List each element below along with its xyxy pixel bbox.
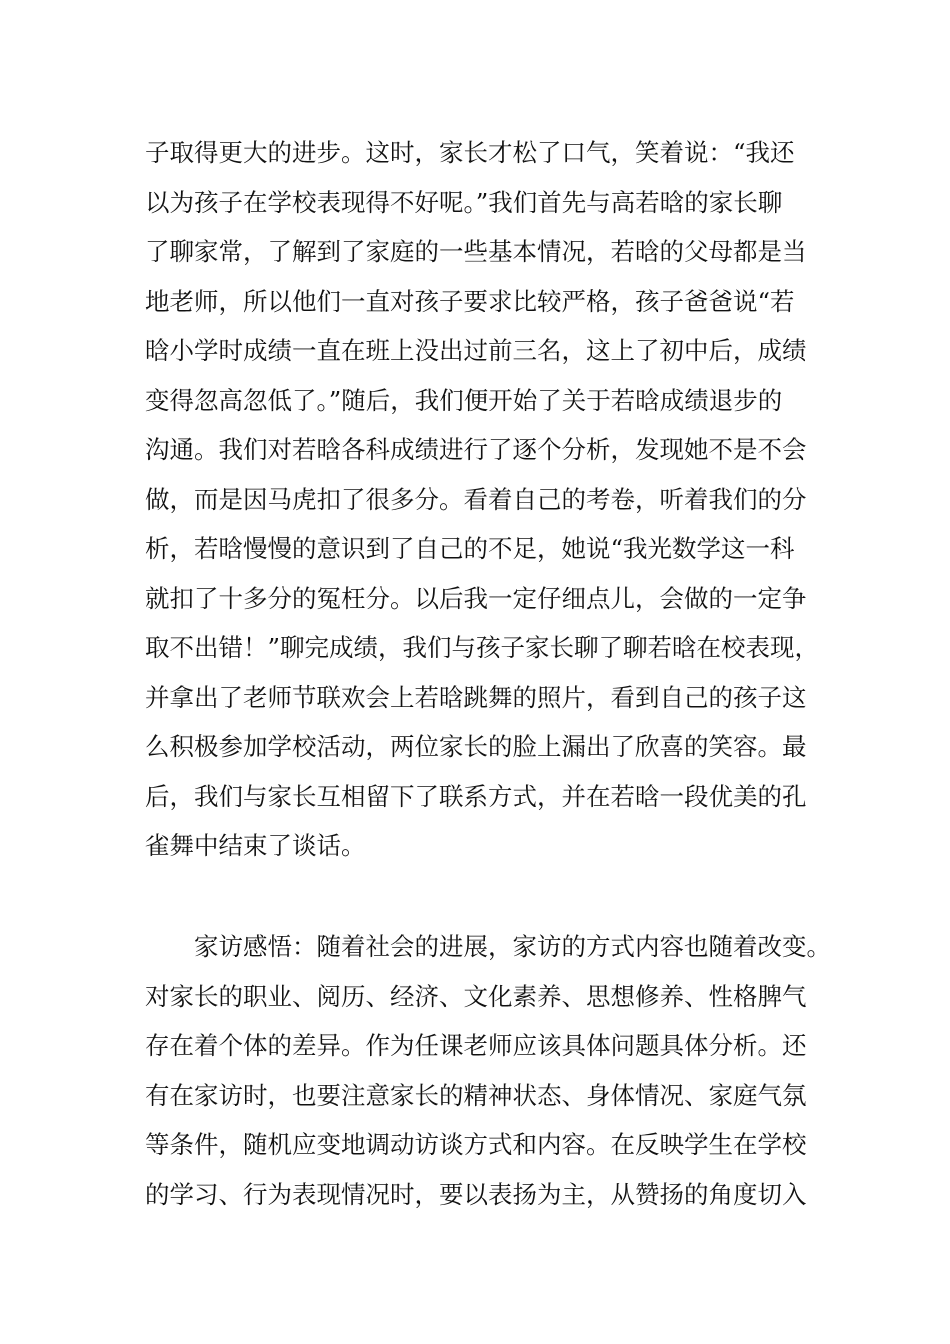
text-line: 析，若晗慢慢的意识到了自己的不足，她说“我光数学这一科	[145, 534, 795, 563]
paragraph-home-visit-account	[145, 128, 825, 871]
text-line: 后，我们与家长互相留下了联系方式，并在若晗一段优美的孔	[145, 781, 807, 811]
text-line: 子取得更大的进步。这时，家长才松了口气，笑着说：“我还	[145, 138, 795, 167]
text-line: 做，而是因马虎扣了很多分。看着自己的考卷，听着我们的分	[145, 484, 807, 514]
text-line: 变得忽高忽低了。”随后，我们便开始了关于若晗成绩退步的	[145, 385, 783, 415]
text-line: 取不出错！”聊完成绩，我们与孩子家长聊了聊若晗在校表现，	[145, 633, 820, 662]
text-line: 并拿出了老师节联欢会上若晗跳舞的照片，看到自己的孩子这	[145, 682, 807, 712]
text-line: 地老师，所以他们一直对孩子要求比较严格，孩子爸爸说“若	[145, 286, 795, 316]
text-line: 就扣了十多分的冤枉分。以后我一定仔细点儿，会做的一定争	[145, 583, 807, 613]
text-line: 雀舞中结束了谈话。	[145, 831, 366, 860]
text-line: 晗小学时成绩一直在班上没出过前三名，这上了初中后，成绩	[145, 336, 807, 365]
text-line: 存在着个体的差异。作为任课老师应该具体问题具体分析。还	[145, 1031, 807, 1060]
text-line: 家访感悟：随着社会的进展，家访的方式内容也随着改变。	[194, 932, 831, 961]
text-line: 等条件，随机应变地调动访谈方式和内容。在反映学生在学校	[145, 1130, 807, 1159]
text-line: 么积极参加学校活动，两位家长的脸上漏出了欣喜的笑容。最	[145, 732, 807, 761]
text-line: 以为孩子在学校表现得不好呢。”我们首先与高若晗的家长聊	[145, 187, 783, 217]
text-line: 了聊家常，了解到了家庭的一些基本情况，若晗的父母都是当	[145, 237, 807, 266]
text-line: 对家长的职业、阅历、经济、文化素养、思想修养、性格脾气	[145, 981, 807, 1011]
paragraph-home-visit-reflection	[145, 922, 831, 1219]
text-line: 有在家访时，也要注意家长的精神状态、身体情况、家庭气氛	[145, 1080, 807, 1110]
text-line: 的学习、行为表现情况时，要以表扬为主，从赞扬的角度切入	[145, 1179, 807, 1209]
text-line: 沟通。我们对若晗各科成绩进行了逐个分析，发现她不是不会	[145, 435, 807, 464]
